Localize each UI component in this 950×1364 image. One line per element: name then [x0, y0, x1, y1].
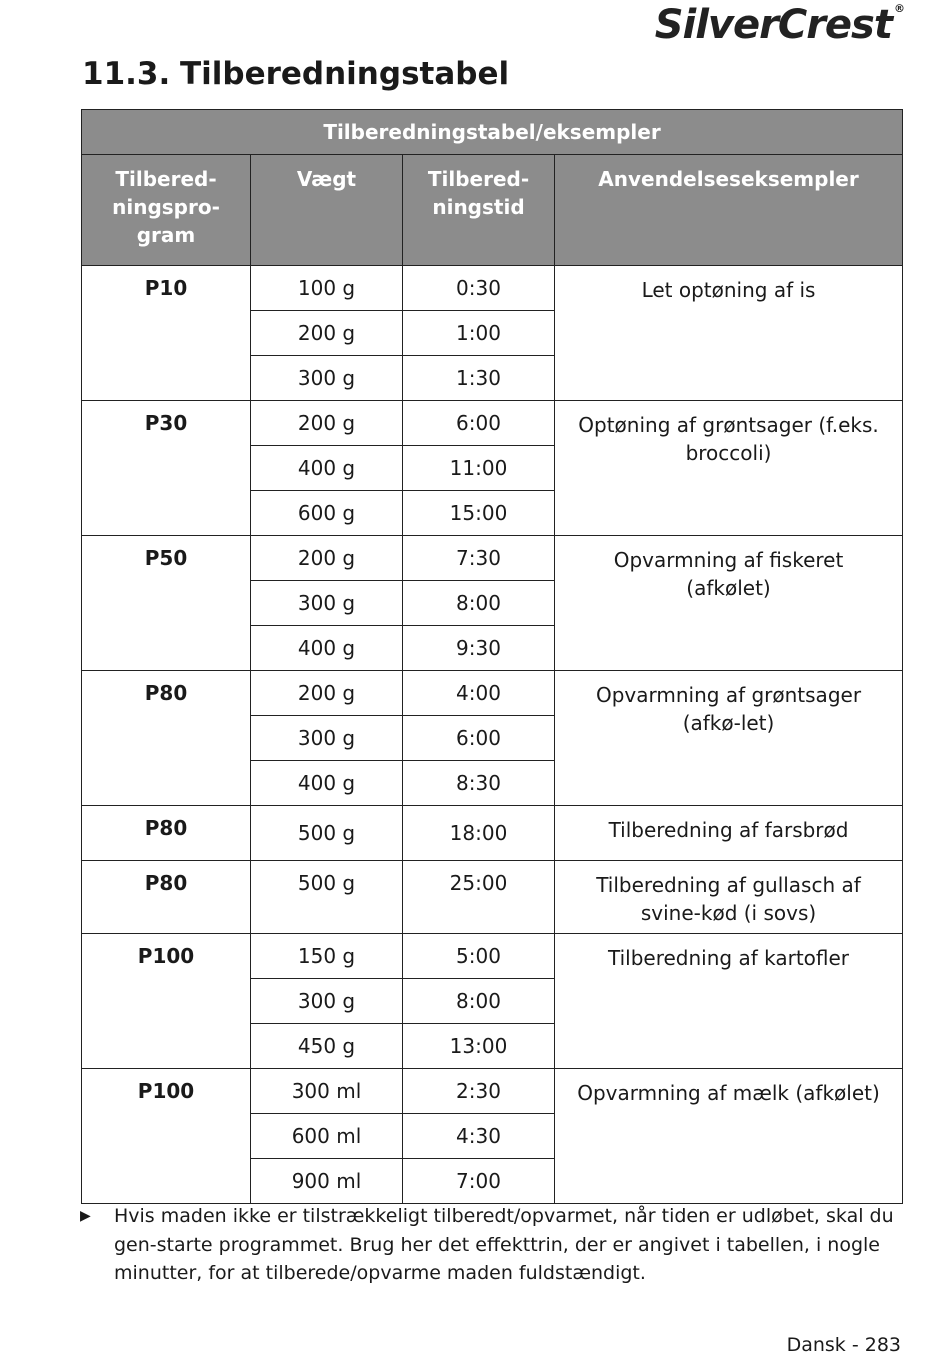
bullet-arrow-icon: ▶: [80, 1208, 91, 1224]
table-row: [82, 266, 903, 311]
table-row: [82, 1069, 903, 1114]
weight-cell: 400 g: [251, 446, 403, 491]
time-cell: 1:30: [403, 356, 555, 401]
time-cell: 8:00: [403, 979, 555, 1024]
weight-cell: 100 g: [251, 266, 403, 311]
registered-mark: ®: [894, 2, 904, 15]
program-cell: P10: [82, 266, 251, 401]
program-cell: P80: [82, 806, 251, 861]
section-number: 11.3.: [82, 56, 171, 92]
header-weight: Vægt: [251, 155, 403, 266]
page-footer: Dansk - 283: [786, 1334, 901, 1356]
table-row: [82, 401, 903, 446]
section-title: Tilberedningstabel: [180, 56, 510, 92]
table-row: [82, 861, 903, 934]
header-program: Tilbered- ningspro- gram: [82, 155, 251, 266]
weight-cell: 450 g: [251, 1024, 403, 1069]
time-cell: 18:00: [403, 806, 555, 861]
weight-cell: 600 ml: [251, 1114, 403, 1159]
time-cell: 13:00: [403, 1024, 555, 1069]
weight-cell: 300 ml: [251, 1069, 403, 1114]
brand-logo: [655, 2, 904, 48]
time-cell: 4:30: [403, 1114, 555, 1159]
weight-cell: 200 g: [251, 536, 403, 581]
program-cell: P80: [82, 671, 251, 806]
table-row: [82, 806, 903, 861]
table-row: [82, 934, 903, 979]
header-time: Tilbered- ningstid: [403, 155, 555, 266]
time-cell: 1:00: [403, 311, 555, 356]
note-text: Hvis maden ikke er tilstrækkeligt tilberedt/opvarmet, når tiden er udløbet, skal du gen-starte programmet. Brug her det effekttrin, der er angivet i tabellen, i nogle minutter, for at tilberede/opvarme maden fuldstændigt.: [114, 1205, 894, 1284]
usage-cell: Let optøning af is: [555, 266, 903, 401]
time-cell: 9:30: [403, 626, 555, 671]
weight-cell: 150 g: [251, 934, 403, 979]
usage-cell: Opvarmning af grøntsager (afkø-let): [555, 671, 903, 806]
time-cell: 11:00: [403, 446, 555, 491]
cooking-table: [81, 109, 903, 1204]
usage-cell: Opvarmning af mælk (afkølet): [555, 1069, 903, 1204]
weight-cell: 200 g: [251, 311, 403, 356]
weight-cell: 200 g: [251, 401, 403, 446]
time-cell: 8:00: [403, 581, 555, 626]
usage-cell: Tilberedning af gullasch af svine-kød (i sovs): [555, 861, 903, 934]
weight-cell: 300 g: [251, 979, 403, 1024]
time-cell: 8:30: [403, 761, 555, 806]
weight-cell: 300 g: [251, 581, 403, 626]
weight-cell: 400 g: [251, 761, 403, 806]
table-row: [82, 671, 903, 716]
header-usage: Anvendelseseksempler: [555, 155, 903, 266]
weight-cell: 300 g: [251, 356, 403, 401]
time-cell: 25:00: [403, 861, 555, 934]
program-cell: P80: [82, 861, 251, 934]
time-cell: 0:30: [403, 266, 555, 311]
brand-logo-text: SilverCrest: [654, 2, 892, 48]
program-cell: P100: [82, 934, 251, 1069]
program-cell: P100: [82, 1069, 251, 1204]
weight-cell: 200 g: [251, 671, 403, 716]
table-row: [82, 536, 903, 581]
time-cell: 6:00: [403, 401, 555, 446]
weight-cell: 400 g: [251, 626, 403, 671]
section-heading: [82, 56, 509, 92]
program-cell: P30: [82, 401, 251, 536]
table-body: [82, 266, 903, 1204]
table-title: Tilberedningstabel/eksempler: [82, 110, 903, 155]
program-cell: P50: [82, 536, 251, 671]
weight-cell: 300 g: [251, 716, 403, 761]
weight-cell: 600 g: [251, 491, 403, 536]
usage-cell: Tilberedning af kartofler: [555, 934, 903, 1069]
time-cell: 15:00: [403, 491, 555, 536]
weight-cell: 900 ml: [251, 1159, 403, 1204]
instruction-note: [80, 1202, 910, 1288]
weight-cell: 500 g: [251, 861, 403, 934]
time-cell: 2:30: [403, 1069, 555, 1114]
weight-cell: 500 g: [251, 806, 403, 861]
time-cell: 4:00: [403, 671, 555, 716]
usage-cell: Optøning af grøntsager (f.eks. broccoli): [555, 401, 903, 536]
usage-cell: Tilberedning af farsbrød: [555, 806, 903, 861]
usage-cell: Opvarmning af fiskeret (afkølet): [555, 536, 903, 671]
time-cell: 7:30: [403, 536, 555, 581]
time-cell: 6:00: [403, 716, 555, 761]
time-cell: 5:00: [403, 934, 555, 979]
time-cell: 7:00: [403, 1159, 555, 1204]
